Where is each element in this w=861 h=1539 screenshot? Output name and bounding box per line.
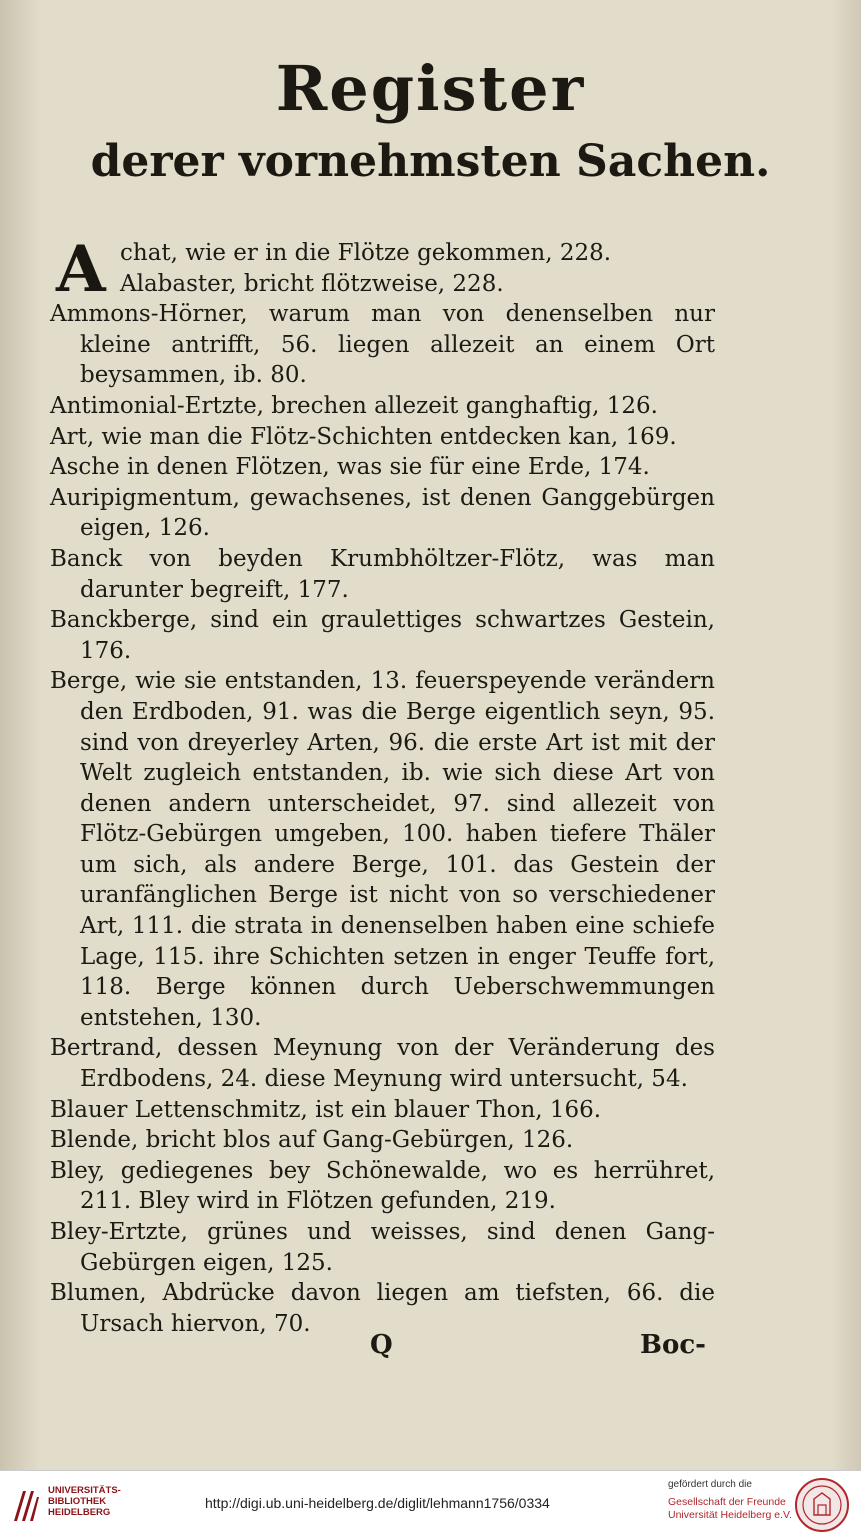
register-entry-line: Alabaster, bricht flötzweise, 228. bbox=[120, 270, 504, 297]
page-shadow-right bbox=[831, 0, 861, 1470]
register-entry: Art, wie man die Flötz-Schichten entdecken kan, 169. bbox=[50, 423, 677, 450]
register-entry: Bley-Ertzte, grünes und weisses, sind denen Gang-Gebürgen eigen, 125. bbox=[50, 1219, 715, 1276]
signature-mark: Q bbox=[370, 1330, 393, 1360]
register-entries bbox=[50, 232, 715, 1339]
register-entry: Blauer Lettenschmitz, ist ein blauer Thon, 166. bbox=[50, 1096, 602, 1123]
catchword: Boc- bbox=[640, 1330, 706, 1360]
register-entry: Berge, wie sie entstanden, 13. feuerspeyende verändern den Erdboden, 91. was die Berge eigentlich seyn, 95. sind von dreyerley Arten, 96. die erste Art ist mit der Welt zugleich entstanden, ib. wie sich diese Art von denen andern unterscheidet, 97. sind allezeit von Flötz-Gebürgen umgeben, 100. haben tiefere Thäler um sich, als andere Berge, 101. das Gestein der uranfänglichen Berge ist nicht von so verschiedener Art, 111. die strata in denenselben haben eine schiefe Lage, 115. ihre Schichten setzen in enger Teuffe fort, 118. Berge können durch Ueberschwemmungen entstehen, 130. bbox=[50, 668, 715, 1031]
register-entry: Banckberge, sind ein graulettiges schwartzes Gestein, 176. bbox=[50, 607, 715, 664]
sponsor-name-link[interactable]: Gesellschaft der Freunde Universität Heidelberg e.V. bbox=[668, 1496, 792, 1521]
drop-capital: A bbox=[56, 232, 106, 307]
page-title: Register bbox=[275, 52, 586, 125]
library-name[interactable]: UNIVERSITÄTS- BIBLIOTHEK HEIDELBERG bbox=[48, 1485, 121, 1518]
register-entry-line: chat, wie er in die Flötze gekommen, 228. bbox=[120, 240, 612, 266]
register-entry: Antimonial-Ertzte, brechen allezeit ganghaftig, 126. bbox=[50, 392, 658, 419]
page-shadow-left bbox=[0, 0, 40, 1470]
viewer-footer bbox=[0, 1470, 861, 1539]
page-subtitle: derer vornehmsten Sachen. bbox=[90, 136, 771, 187]
register-entry: Blende, bricht blos auf Gang-Gebürgen, 126. bbox=[50, 1127, 574, 1154]
register-entry: Ammons-Hörner, warum man von denenselben nur kleine antrifft, 56. liegen allezeit an einem Ort beysammen, ib. 80. bbox=[50, 301, 715, 389]
register-entry: Asche in denen Flötzen, was sie für eine Erde, 174. bbox=[50, 454, 650, 481]
register-entry: Banck von beyden Krumbhöltzer-Flötz, was man darunter begreift, 177. bbox=[50, 545, 715, 603]
page-url-link[interactable]: http://digi.ub.uni-heidelberg.de/diglit/lehmann1756/0334 bbox=[205, 1495, 550, 1511]
sponsor-label: gefördert durch die bbox=[668, 1479, 752, 1490]
register-entry: Bertrand, dessen Meynung von der Veränderung des Erdbodens, 24. diese Meynung wird untersucht, 54. bbox=[50, 1035, 715, 1093]
library-logo-icon[interactable] bbox=[10, 1485, 40, 1523]
register-entry: Blumen, Abdrücke davon liegen am tiefsten, 66. die Ursach hiervon, 70. bbox=[50, 1280, 715, 1337]
register-entry: Bley, gediegenes bey Schönewalde, wo es herrühret, 211. Bley wird in Flötzen gefunden, 219. bbox=[50, 1157, 715, 1215]
register-entry-first bbox=[50, 232, 715, 307]
university-seal-icon[interactable] bbox=[794, 1477, 850, 1533]
register-entry: Auripigmentum, gewachsenes, ist denen Ganggebürgen eigen, 126. bbox=[50, 484, 715, 542]
